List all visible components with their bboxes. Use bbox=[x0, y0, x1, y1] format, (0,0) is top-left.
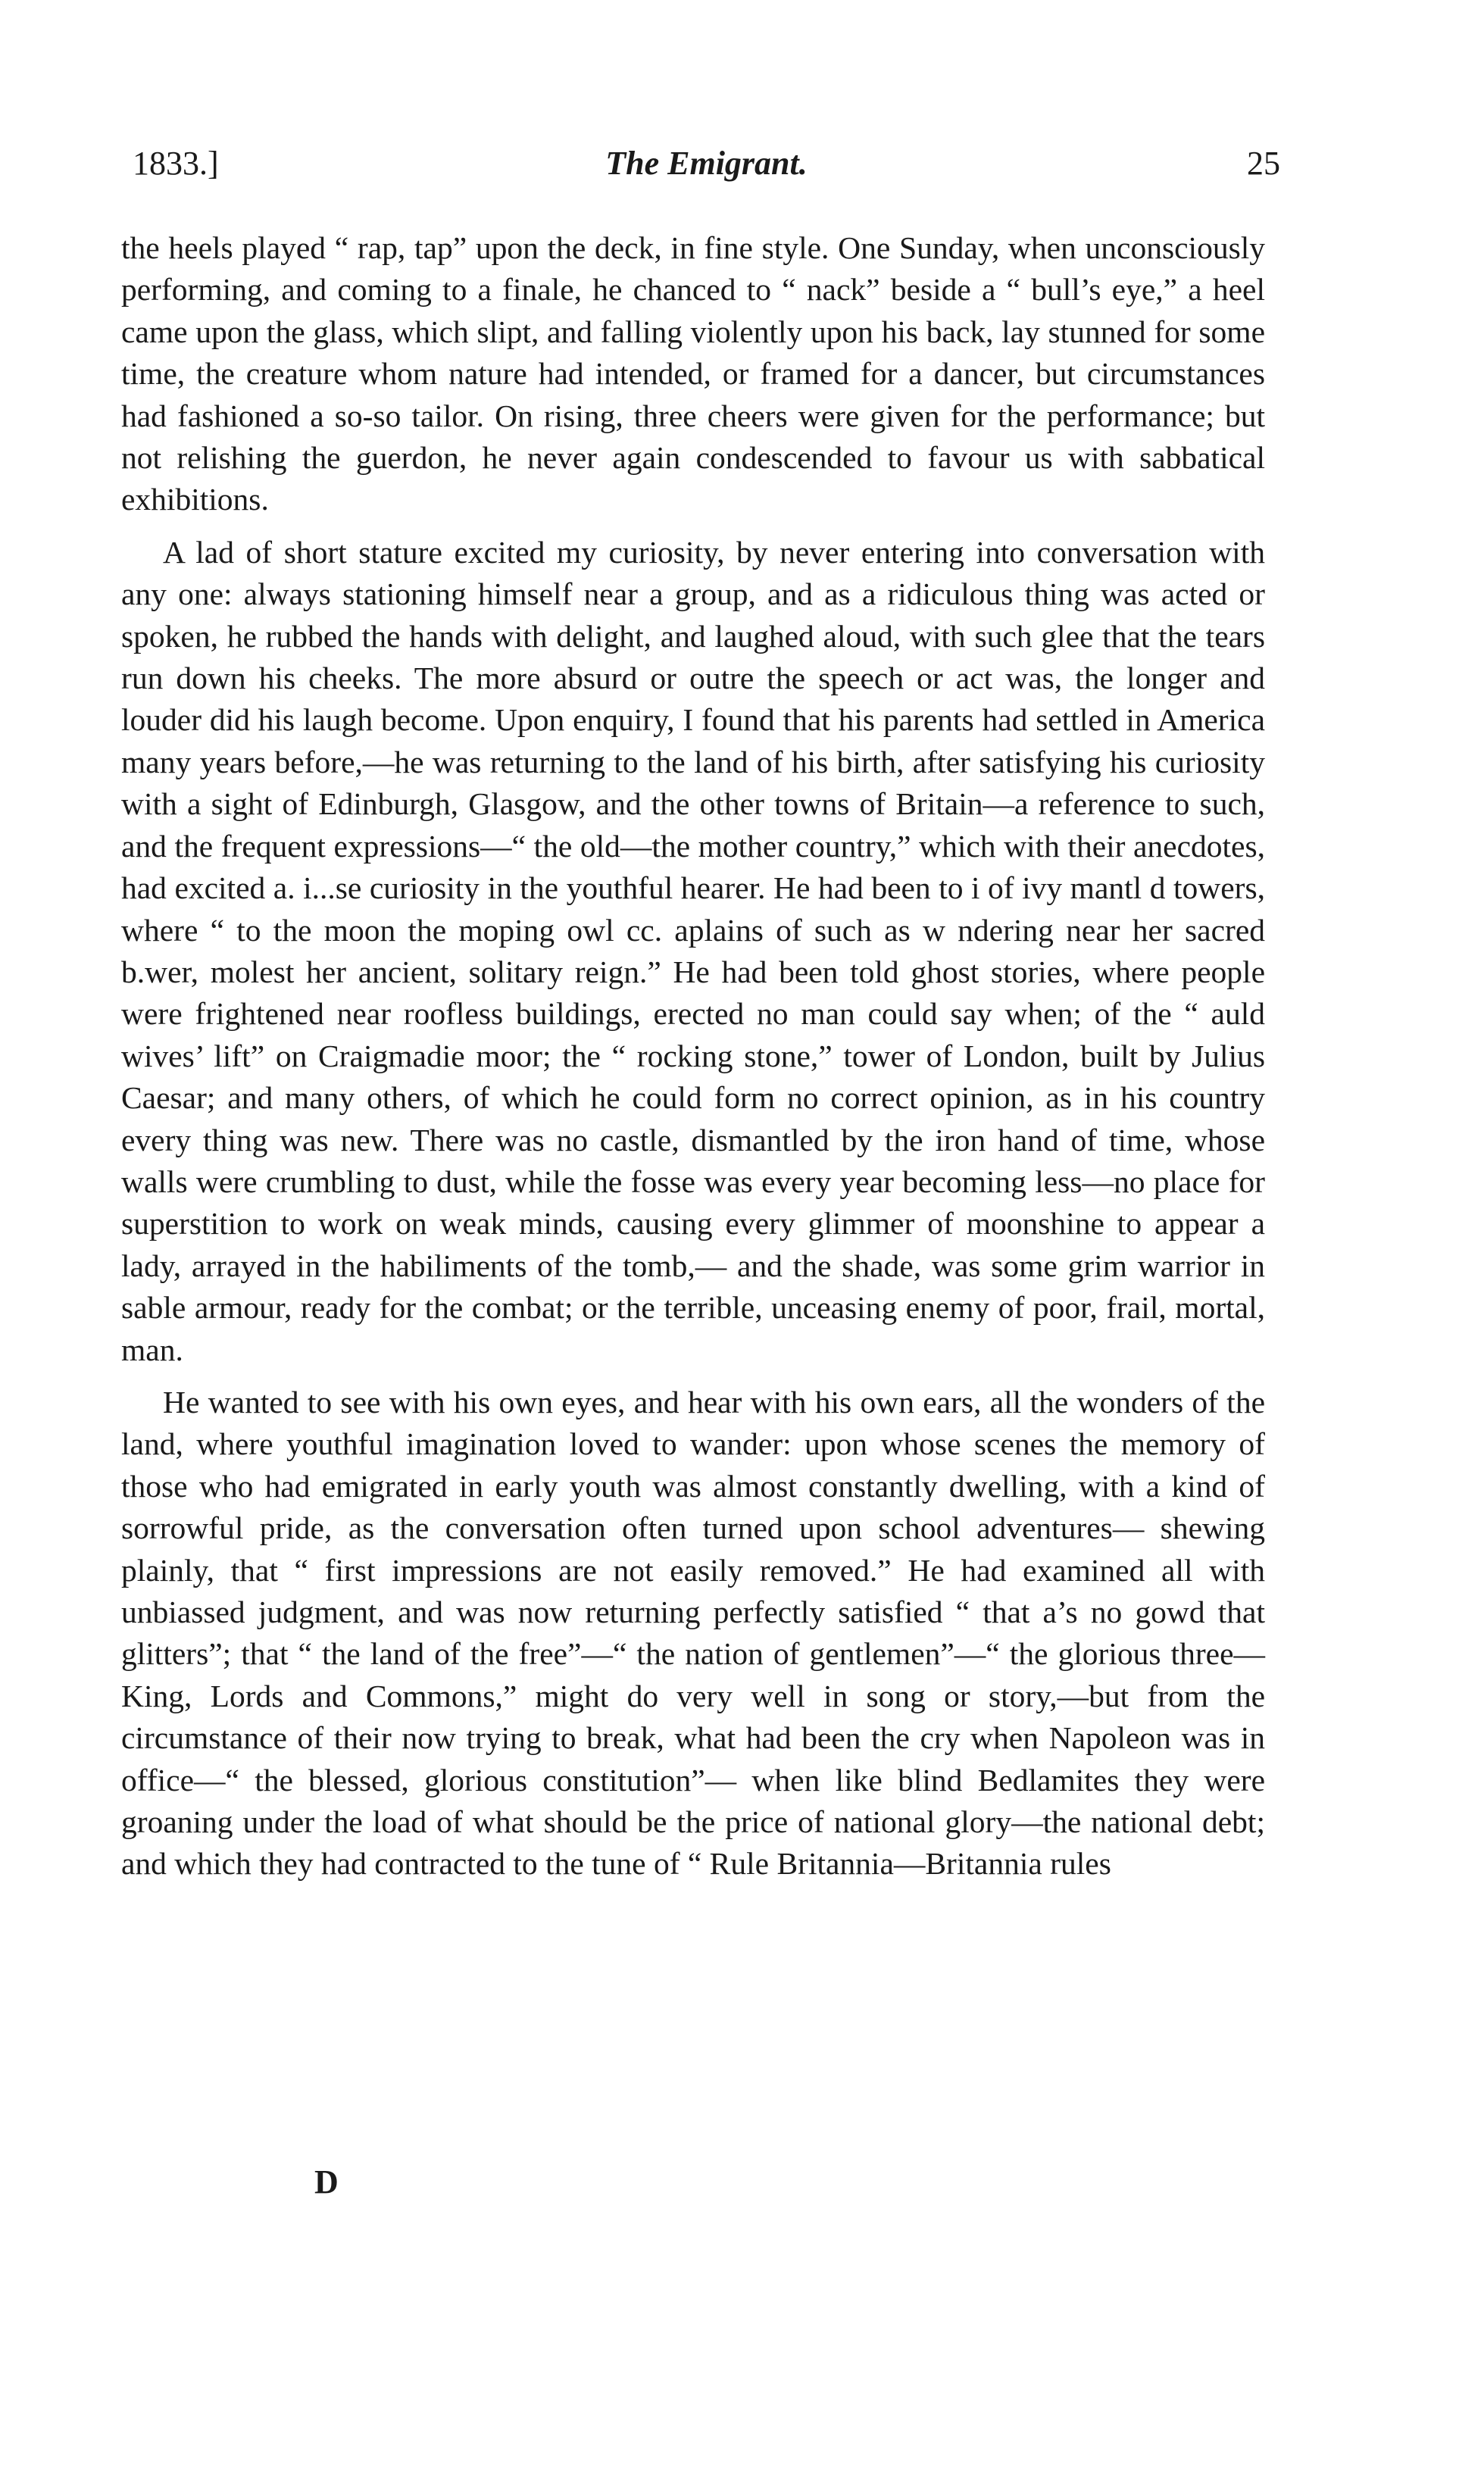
signature-mark: D bbox=[314, 2163, 339, 2200]
paragraph: the heels played “ rap, tap” upon the deck, in fine style. One Sunday, when unconsciously performing, and coming to a finale, he chanced to “ nack” beside a “ bull’s eye,” a heel came upon the glass, which slipt, and falling violently upon his back, lay stunned for some time, the creature whom nature had intended, or framed for a dancer, but circumstances had fashioned a so-so tailor. On rising, three cheers were given for the performance; but not relishing the guerdon, he never again condescended to favour us with sabbatical exhibitions. bbox=[121, 230, 1265, 517]
header-title: The Emigrant. bbox=[605, 145, 808, 182]
body-text bbox=[121, 227, 1265, 1885]
paragraph: He wanted to see with his own eyes, and hear with his own ears, all the wonders of the land, where youthful imagination loved to wander: upon whose scenes the memory of those who had emigrated in early youth was almost constantly dwelling, with a kind of sorrowful pride, as the conversation often turned upon school adventures— shewing plainly, that “ first impressions are not easily removed.” He had examined all with unbiassed judgment, and was now returning perfectly satisfied “ that a’s no gowd that glitters”; that “ the land of the free”—“ the nation of gentlemen”—“ the glorious three—King, Lords and Commons,” might do very well in song or story,—but from the circumstance of their now trying to break, what had been the cry when Napoleon was in office—“ the blessed, glorious constitution”— when like blind Bedlamites they were groaning under the load of what should be the price of national glory—the national debt; and which they had contracted to the tune of “ Rule Britannia—Britannia rules bbox=[121, 1384, 1265, 1882]
header-year: 1833.] bbox=[133, 145, 219, 182]
running-header bbox=[133, 144, 1280, 189]
paragraph: A lad of short stature excited my curiosity, by never entering into conversation with any one: always stationing himself near a group, and as a ridiculous thing was acted or spoken, he rubbed the hands with delight, and laughed aloud, with such glee that the tears run down his cheeks. The more absurd or outre the speech or act was, the longer and louder did his laugh become. Upon enquiry, I found that his parents had settled in America many years before,—he was returning to the land of his birth, after satisfying his curiosity with a sight of Edinburgh, Glasgow, and the other towns of Britain—a reference to such, and the frequent expressions—“ the old—the mother country,” which with their anecdotes, had excited a. i...se curiosity in the youthful hearer. He had been to i of ivy mantl d towers, where “ to the moon the moping owl cc. aplains of such as w ndering near her sacred b.wer, molest her ancient, solitary reign.” He had been told ghost stories, where people were frightened near roofless buildings, erected no man could say when; of the “ auld wives’ lift” on Craigmadie moor; the “ rocking stone,” tower of London, built by Julius Caesar; and many others, of which he could form no correct opinion, as in his country every thing was new. There was no castle, dismantled by the iron hand of time, whose walls were crumbling to dust, while the fosse was every year becoming less—no place for superstition to work on weak minds, causing every glimmer of moonshine to appear a lady, arrayed in the habiliments of the tomb,— and the shade, was some grim warrior in sable armour, ready for the combat; or the terrible, unceasing enemy of poor, frail, mortal, man. bbox=[121, 534, 1265, 1367]
page-number: 25 bbox=[1247, 145, 1280, 182]
